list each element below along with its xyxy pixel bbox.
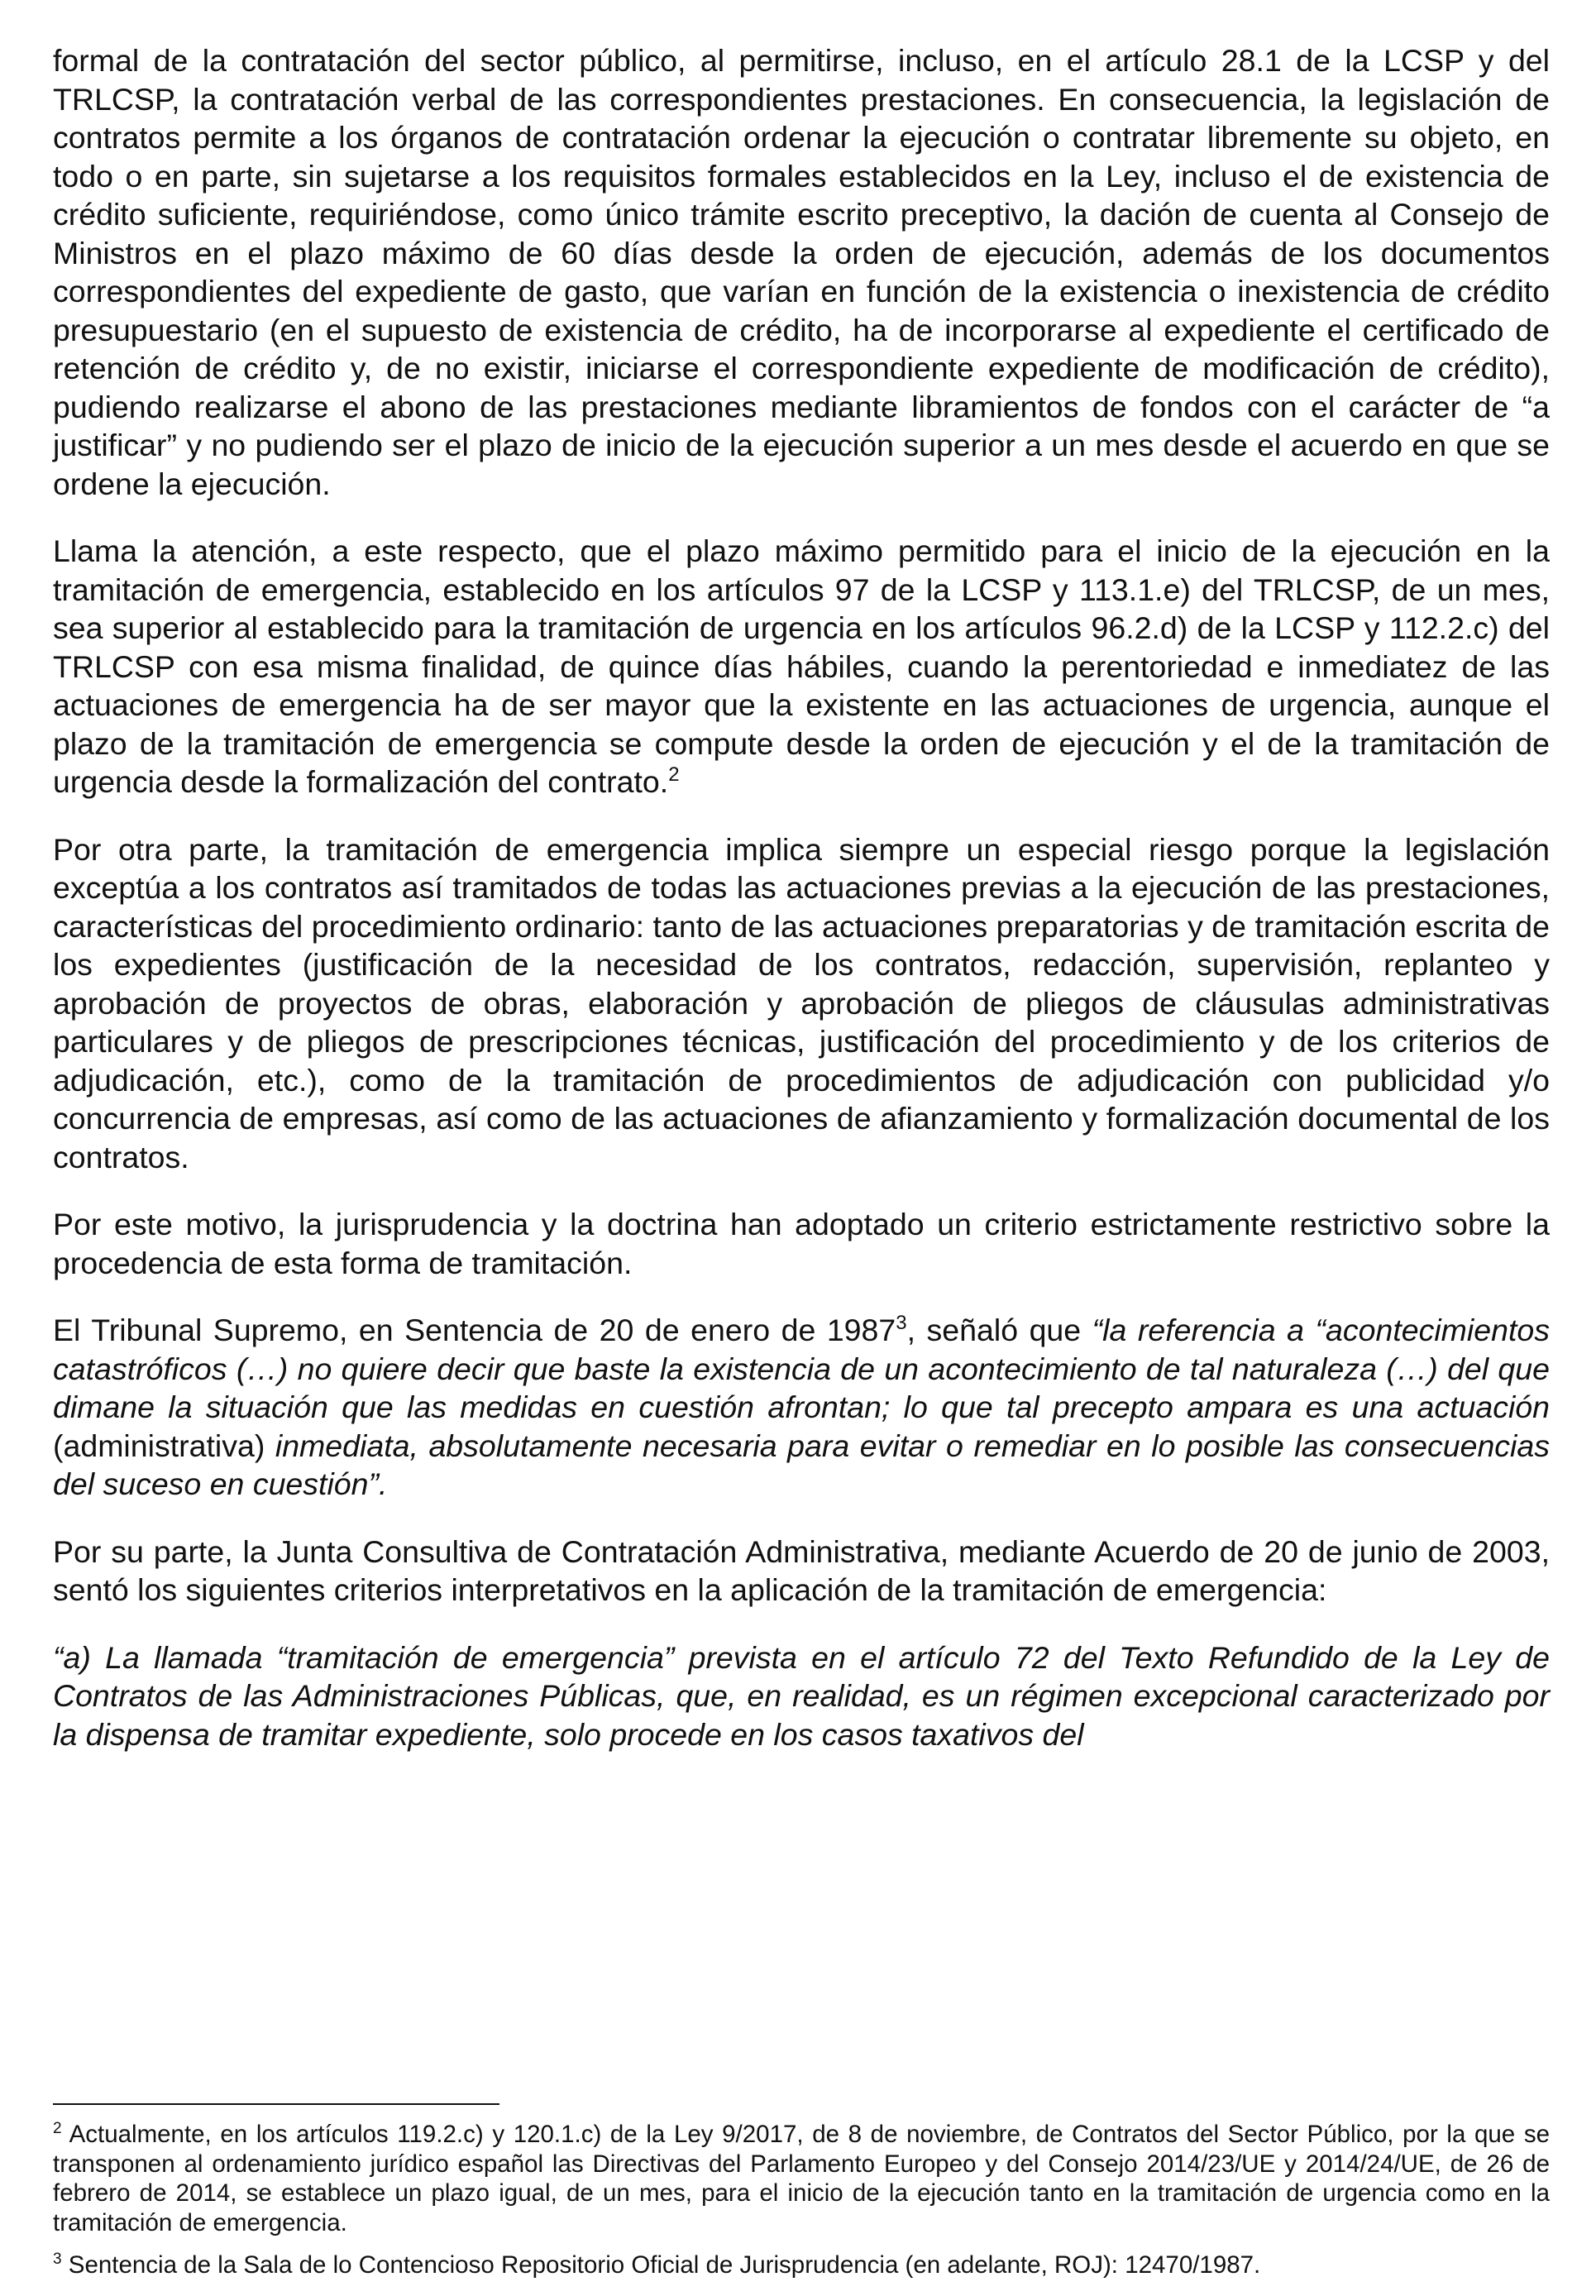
footnote-separator <box>53 2103 499 2105</box>
document-body <box>53 41 1550 1753</box>
paragraph-text: Por otra parte, la tramitación de emergencia implica siempre un especial riesgo porque la legislación exceptúa a los contratos así tramitados de todas las actuaciones previas a la ejecución de las prestaciones, características del procedimiento ordinario: tanto de las actuaciones preparatorias y de tramitación escrita de los expedientes (justificación de la necesidad de los contratos, redacción, supervisión, replanteo y aprobación de proyectos de obras, elaboración y aprobación de pliegos de cláusulas administrativas particulares y de pliegos de prescripciones técnicas, justificación del procedimiento y de los criterios de adjudicación, etc.), como de la tramitación de procedimientos de adjudicación con publicidad y/o concurrencia de empresas, así como de las actuaciones de afianzamiento y formalización documental de los contratos. <box>53 831 1550 1174</box>
footnote-2 <box>53 2120 1550 2237</box>
paragraph-text: , señaló que <box>906 1313 1092 1347</box>
footnotes <box>53 2120 1550 2294</box>
quoted-text: inmediata, absolutamente necesaria para evitar o remediar en lo posible las consecuencias del suceso en cuestión”. <box>53 1428 1550 1501</box>
paragraph-plazo-emergencia <box>53 532 1550 801</box>
footnote-3 <box>53 2251 1550 2280</box>
paragraph-jurisprudencia <box>53 1205 1550 1282</box>
paragraph-text: Por su parte, la Junta Consultiva de Contratación Administrativa, mediante Acuerdo de 20 de junio de 2003, sentó los siguientes criterios interpretativos en la aplicación de la tramitación de emergencia: <box>53 1533 1550 1607</box>
paragraph-contratacion-verbal <box>53 41 1550 503</box>
paragraph-criterio-a <box>53 1638 1550 1754</box>
paragraph-text: (administrativa) <box>53 1428 275 1463</box>
footnote-number: 3 <box>53 2251 62 2268</box>
paragraph-text: formal de la contratación del sector público, al permitirse, incluso, en el artículo 28.1 de la LCSP y del TRLCSP, la contratación verbal de las correspondientes prestaciones. En consecuencia, la legislación de contratos permite a los órganos de contratación ordenar la ejecución o contratar libremente su objeto, en todo o en parte, sin sujetarse a los requisitos formales establecidos en la Ley, incluso el de existencia de crédito suficiente, requiriéndose, como único trámite escrito preceptivo, la dación de cuenta al Consejo de Ministros en el plazo máximo de 60 días desde la orden de ejecución, además de los documentos correspondientes del expediente de gasto, que varían en función de la existencia o inexistencia de crédito presupuestario (en el supuesto de existencia de crédito, ha de incorporarse al expediente el certificado de retención de crédito y, de no existir, iniciarse el correspondiente expediente de modificación de crédito), pudiendo realizarse el abono de las prestaciones mediante libramientos de fondos con el carácter de “a justificar” y no pudiendo ser el plazo de inicio de la ejecución superior a un mes desde el acuerdo en que se ordene la ejecución. <box>53 43 1550 501</box>
paragraph-junta-consultiva <box>53 1533 1550 1610</box>
paragraph-text: El Tribunal Supremo, en Sentencia de 20 de enero de 1987 <box>53 1313 896 1347</box>
quoted-text: “a) La llamada “tramitación de emergencia” prevista en el artículo 72 del Texto Refundido de la Ley de Contratos de las Administraciones Públicas, que, en realidad, es un régimen excepcional caracterizado por la dispensa de tramitar expediente, solo procede en los casos taxativos del <box>53 1639 1550 1752</box>
paragraph-tribunal-supremo <box>53 1311 1550 1504</box>
paragraph-text: Llama la atención, a este respecto, que el plazo máximo permitido para el inicio de la ejecución en la tramitación de emergencia, establecido en los artículos 97 de la LCSP y 113.1.e) del TRLCSP, de un mes, sea superior al establecido para la tramitación de urgencia en los artículos 96.2.d) de la LCSP y 112.2.c) del TRLCSP con esa misma finalidad, de quince días hábiles, cuando la perentoriedad e inmediatez de las actuaciones de emergencia ha de ser mayor que la existente en las actuaciones de urgencia, aunque el plazo de la tramitación de emergencia se compute desde la orden de ejecución y el de la tramitación de urgencia desde la formalización del contrato. <box>53 533 1550 799</box>
footnote-ref-3[interactable]: 3 <box>896 1312 907 1334</box>
footnote-number: 2 <box>53 2120 62 2137</box>
footnote-text: Sentencia de la Sala de lo Contencioso Repositorio Oficial de Jurisprudencia (en adelante, ROJ): 12470/1987. <box>61 2251 1261 2279</box>
footnote-ref-2[interactable]: 2 <box>668 763 680 786</box>
paragraph-riesgo-tramitacion <box>53 830 1550 1177</box>
paragraph-text: Por este motivo, la jurisprudencia y la doctrina han adoptado un criterio estrictamente restrictivo sobre la procedencia de esta forma de tramitación. <box>53 1207 1550 1280</box>
footnote-text: Actualmente, en los artículos 119.2.c) y 120.1.c) de la Ley 9/2017, de 8 de noviembre, de Contratos del Sector Público, por la que se transponen al ordenamiento jurídico español las Directivas del Parlamento Europeo y del Consejo 2014/23/UE y 2014/24/UE, de 26 de febrero de 2014, se establece un plazo igual, de un mes, para el inicio de la ejecución tanto en la tramitación de urgencia como en la tramitación de emergencia. <box>53 2121 1550 2236</box>
quoted-text: “la referencia a “acontecimientos catastróficos (…) no quiere decir que baste la existencia de un acontecimiento de tal naturaleza (…) del que dimane la situación que las medidas en cuestión afrontan; lo que tal precepto ampara es una actuación <box>53 1313 1550 1424</box>
